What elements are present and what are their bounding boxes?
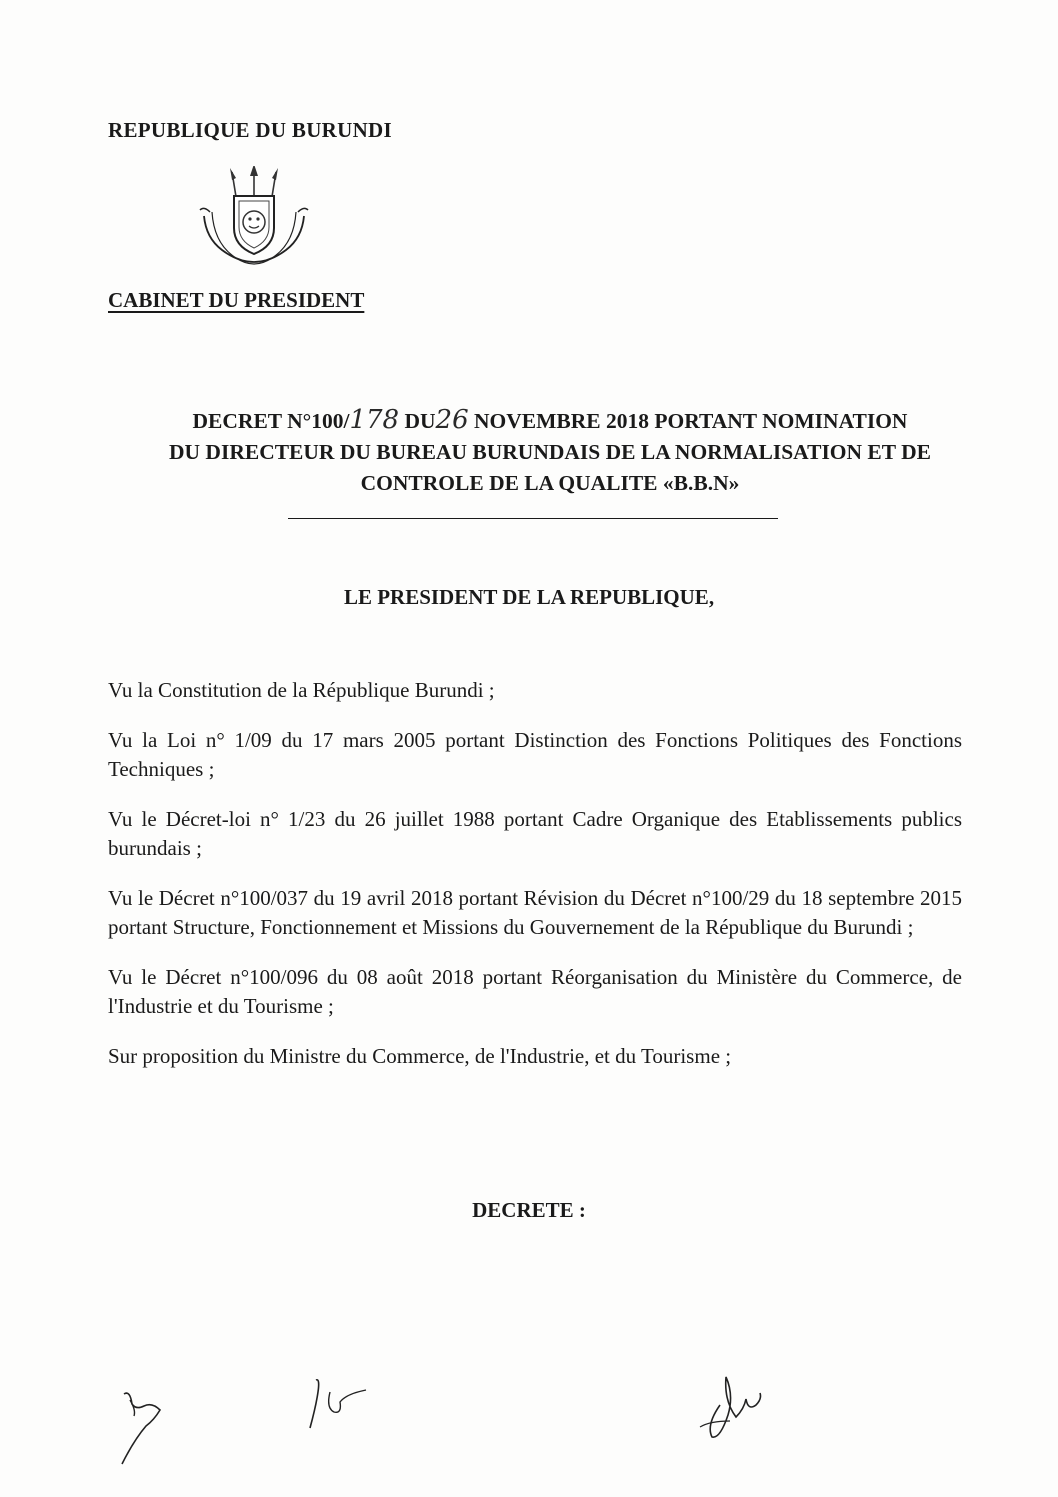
consideration-item: Vu le Décret n°100/037 du 19 avril 2018 portant Révision du Décret n°100/29 du 18 septembre 2015 portant Structure, Fonctionnement et Missions du Gouvernement de la République du Burundi ; (108, 886, 962, 939)
coat-of-arms-icon (192, 166, 316, 286)
handwritten-day: 26 (435, 405, 469, 435)
president-heading: LE PRESIDENT DE LA REPUBLIQUE, (343, 585, 715, 609)
consideration-item: Vu la Constitution de la République Burundi ; (108, 678, 495, 702)
consideration-item: Sur proposition du Ministre du Commerce, de l'Industrie, et du Tourisme ; (108, 1044, 732, 1068)
decrete-heading: DECRETE : (472, 1198, 586, 1222)
decree-title (120, 405, 980, 499)
initial-signature-3 (690, 1365, 780, 1445)
title-date-suffix: NOVEMBRE 2018 PORTANT NOMINATION (468, 409, 908, 433)
title-line-3: CONTROLE DE LA QUALITE «B.B.N» (360, 471, 740, 495)
title-du: DU (404, 409, 436, 433)
handwritten-decree-number: 178 (349, 405, 400, 435)
consideration-item: Vu le Décret-loi n° 1/23 du 26 juillet 1988 portant Cadre Organique des Etablissements publics burundais ; (108, 807, 962, 860)
title-prefix: DECRET N°100/ (192, 409, 350, 433)
title-divider (288, 518, 778, 519)
title-line-1 (120, 405, 980, 437)
consideration-item: Vu le Décret n°100/096 du 08 août 2018 portant Réorganisation du Ministère du Commerce, de l'Industrie et du Tourisme ; (108, 965, 962, 1018)
considerations-list (108, 676, 962, 1092)
cabinet-heading: CABINET DU PRESIDENT (108, 288, 365, 312)
title-line-2: DU DIRECTEUR DU BUREAU BURUNDAIS DE LA NORMALISATION ET DE (169, 440, 931, 464)
consideration-item: Vu la Loi n° 1/09 du 17 mars 2005 portant Distinction des Fonctions Politiques des Fonctions Techniques ; (108, 728, 962, 781)
initial-signature-2 (296, 1372, 386, 1442)
header-block (108, 118, 428, 312)
initial-signature-1 (110, 1380, 180, 1470)
republic-heading: REPUBLIQUE DU BURUNDI (108, 118, 392, 142)
